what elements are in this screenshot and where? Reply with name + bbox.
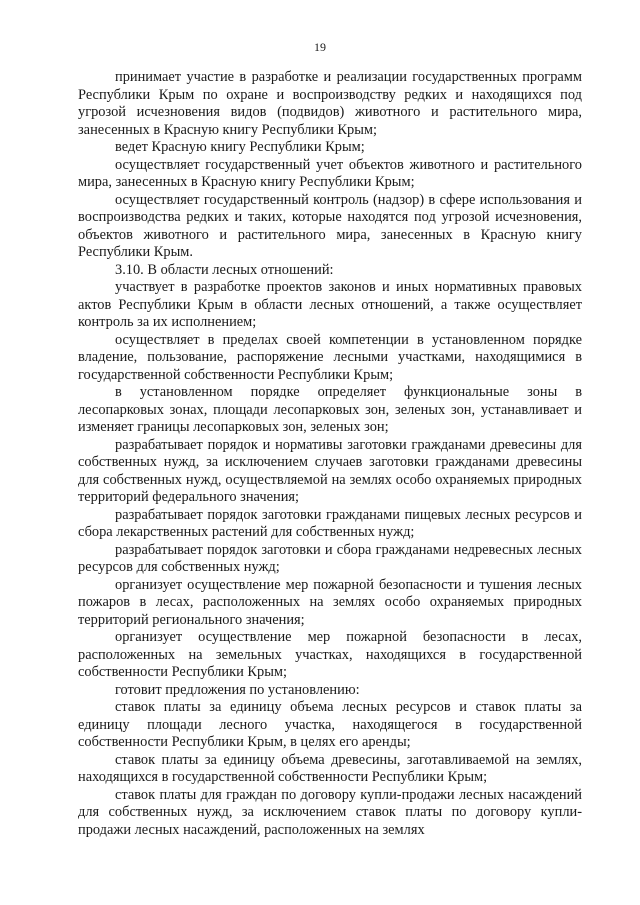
paragraph: разрабатывает порядок заготовки и сбора гражданами недревесных лесных ресурсов для собственных нужд; [78,541,582,575]
page-number: 19 [314,40,326,54]
paragraph: ставок платы за единицу объема древесины, заготавливаемой на землях, находящихся в государственной собственности Республики Крым; [78,751,582,785]
paragraph: организует осуществление мер пожарной безопасности и тушения лесных пожаров в лесах, расположенных на землях особо охраняемых природных территорий регионального значения; [78,576,582,628]
paragraph: принимает участие в разработке и реализации государственных программ Республики Крым по охране и воспроизводству редких и находящихся под угрозой исчезновения видов (подвидов) животного и растительного мира, занесенных в Красную книгу Республики Крым; [78,69,582,138]
paragraph: готовит предложения по установлению: [115,681,360,698]
section-heading: 3.10. В области лесных отношений: [115,261,334,278]
paragraph: организует осуществление мер пожарной безопасности в лесах, расположенных на земельных участках, находящихся в государственной собственности Республики Крым; [78,629,582,680]
paragraph: в установленном порядке определяет функциональные зоны в лесопарковых зонах, площади лесопарковых зон, зеленых зон, устанавливает и изменяет границы лесопарковых зон, зеленых зон; [78,384,582,435]
paragraph: разрабатывает порядок и нормативы заготовки гражданами древесины для собственных нужд, за исключением случаев заготовки гражданами древесины для собственных нужд, осуществляемой на землях особо охраняемых природных территорий федерального значения; [78,436,582,505]
paragraph: ведет Красную книгу Республики Крым; [115,139,365,155]
paragraph: ставок платы за единицу объема лесных ресурсов и ставок платы за единицу площади лесного участка, находящегося в государственной собственности Республики Крым, в целях его аренды; [78,699,582,750]
paragraph: участвует в разработке проектов законов и иных нормативных правовых актов Республики Крым в области лесных отношений, а также осуществляет контроль за их исполнением; [78,279,582,330]
document-body [78,69,582,839]
paragraph: ставок платы для граждан по договору купли-продажи лесных насаждений для собственных нужд, за исключением ставок платы по договору купли-продажи лесных насаждений, расположенных на землях [78,786,582,838]
paragraph: осуществляет государственный учет объектов животного и растительного мира, занесенных в Красную книгу Республики Крым; [78,156,582,190]
paragraph: разрабатывает порядок заготовки гражданами пищевых лесных ресурсов и сбора лекарственных растений для собственных нужд; [78,506,582,540]
paragraph: осуществляет государственный контроль (надзор) в сфере использования и воспроизводства редких и таких, которые находятся под угрозой исчезновения, объектов животного и растительного мира, занесенных в Красную книгу Республики Крым. [78,191,582,260]
paragraph: осуществляет в пределах своей компетенции в установленном порядке владение, пользование, распоряжение лесными участками, находящимися в государственной собственности Республики Крым; [78,331,582,383]
